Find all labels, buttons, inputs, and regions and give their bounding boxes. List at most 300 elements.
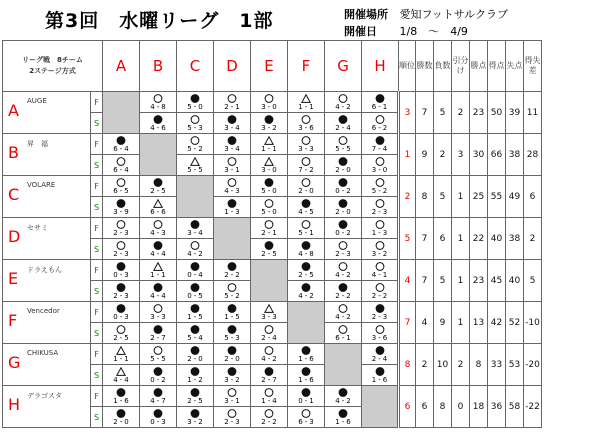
score [325, 187, 361, 195]
score-separator: - [267, 187, 271, 195]
score-separator: - [378, 208, 381, 216]
win-mark-icon [190, 325, 200, 334]
result-cell [288, 365, 325, 386]
goals-for: 2 [261, 229, 266, 237]
result-cell [325, 302, 362, 323]
result-cell [288, 386, 325, 407]
score [288, 166, 324, 174]
goals-against: 6 [124, 397, 129, 405]
win-mark-icon [301, 388, 311, 397]
result-cell [103, 344, 140, 365]
score-separator: - [119, 418, 123, 426]
stat-value: 66 [488, 134, 506, 176]
stat-value: 39 [506, 92, 524, 134]
stat-value: 36 [488, 386, 506, 428]
stat-value: 2 [416, 344, 434, 386]
stat-value: 6 [416, 386, 434, 428]
result-cell [103, 386, 140, 407]
score [325, 250, 361, 258]
score-separator: - [341, 208, 345, 216]
stat-value: 55 [488, 176, 506, 218]
team-cell [3, 302, 91, 344]
goals-for: 5 [187, 103, 192, 111]
score-separator: - [267, 355, 271, 363]
result-cell [251, 176, 288, 197]
score [325, 334, 361, 342]
goals-against: 3 [124, 313, 129, 321]
stat-header [488, 41, 506, 92]
score-separator: - [119, 145, 123, 153]
stat-header-label: 順位 [399, 61, 415, 70]
result-cell [177, 155, 214, 176]
date-info [344, 23, 468, 39]
loss-mark-icon [153, 304, 163, 313]
team-name: CHIKUSA [27, 349, 59, 357]
result-cell [288, 407, 325, 428]
result-cell [325, 218, 362, 239]
score-separator: - [304, 145, 308, 153]
loss-mark-icon [264, 220, 274, 229]
corner-line-1: リーグ戦 8チーム [22, 56, 83, 64]
result-cell [214, 281, 251, 302]
goals-for: 6 [113, 166, 118, 174]
stat-value: -20 [524, 344, 542, 386]
score [325, 313, 361, 321]
goals-against: 0 [272, 187, 277, 195]
goals-for: 2 [335, 208, 340, 216]
score [177, 376, 213, 384]
goals-against: 6 [309, 355, 314, 363]
win-mark-icon [227, 304, 237, 313]
score-separator: - [267, 229, 271, 237]
team-cell [3, 92, 91, 134]
score-separator: - [156, 418, 160, 426]
goals-against: 1 [382, 271, 388, 279]
goals-for: 2 [224, 418, 229, 426]
win-mark-icon [338, 115, 348, 124]
goals-against: 3 [235, 208, 240, 216]
score [325, 145, 361, 153]
goals-for: 4 [335, 313, 340, 321]
loss-mark-icon [301, 220, 311, 229]
goals-for: 2 [371, 292, 377, 300]
loss-mark-icon [116, 157, 126, 166]
win-mark-icon [264, 178, 274, 187]
score [325, 124, 361, 132]
score [325, 292, 361, 300]
table-row [3, 386, 542, 407]
score [362, 229, 397, 237]
stat-value: 5 [434, 176, 452, 218]
score [251, 208, 287, 216]
goals-against: 0 [382, 166, 388, 174]
result-cell [362, 134, 399, 155]
score [214, 124, 250, 132]
result-cell [288, 218, 325, 239]
win-mark-icon [116, 136, 126, 145]
goals-against: 2 [272, 418, 277, 426]
stage-label-s: S [91, 281, 103, 302]
win-mark-icon [227, 346, 237, 355]
win-mark-icon [301, 367, 311, 376]
goals-against: 5 [309, 208, 314, 216]
stat-value: 49 [506, 176, 524, 218]
loss-mark-icon [190, 115, 200, 124]
result-cell [103, 260, 140, 281]
stat-value: 2 [434, 134, 452, 176]
team-name: デラゴスタ [27, 392, 62, 400]
column-header-e: E [251, 41, 288, 92]
score [362, 292, 397, 300]
goals-against: 0 [346, 208, 351, 216]
result-cell [362, 239, 399, 260]
result-cell [251, 218, 288, 239]
goals-for: 4 [113, 376, 118, 384]
team-letter: B [8, 143, 19, 162]
result-cell [325, 113, 362, 134]
result-cell [325, 197, 362, 218]
goals-for: 1 [261, 397, 266, 405]
goals-for: 2 [261, 334, 266, 342]
table-row [3, 302, 542, 323]
goals-against: 4 [124, 145, 129, 153]
stat-value: 1 [452, 302, 470, 344]
score-separator: - [119, 250, 123, 258]
stat-header [416, 41, 434, 92]
table-row [3, 92, 542, 113]
stat-value: 1 [452, 218, 470, 260]
column-header-h: H [362, 41, 399, 92]
score [362, 355, 397, 363]
column-header-g: G [325, 41, 362, 92]
goals-for: 2 [261, 418, 266, 426]
date-label: 開催日 [344, 25, 377, 38]
goals-for: 6 [371, 103, 377, 111]
goals-for: 3 [261, 103, 266, 111]
loss-mark-icon [153, 346, 163, 355]
goals-against: 2 [161, 376, 166, 384]
goals-against: 4 [124, 166, 129, 174]
score-separator: - [304, 418, 308, 426]
score-separator: - [193, 418, 197, 426]
result-cell [214, 113, 251, 134]
score-separator: - [156, 355, 160, 363]
score [103, 229, 139, 237]
stat-header-label: 得失差 [524, 56, 541, 75]
goals-for: 4 [224, 187, 229, 195]
goals-against: 1 [272, 229, 277, 237]
result-cell [177, 302, 214, 323]
goals-for: 6 [371, 124, 377, 132]
score-separator: - [156, 250, 160, 258]
result-cell [103, 155, 140, 176]
score-separator: - [230, 376, 234, 384]
goals-for: 6 [113, 145, 118, 153]
loss-mark-icon [190, 136, 200, 145]
result-cell [288, 155, 325, 176]
goals-for: 2 [224, 355, 229, 363]
team-cell [3, 134, 91, 176]
goals-for: 5 [261, 208, 266, 216]
goals-against: 6 [382, 376, 388, 384]
loss-mark-icon [116, 241, 126, 250]
goals-for: 6 [150, 208, 155, 216]
win-mark-icon [375, 136, 385, 145]
goals-for: 5 [187, 334, 192, 342]
loss-mark-icon [301, 409, 311, 418]
goals-against: 6 [382, 334, 388, 342]
win-mark-icon [153, 283, 163, 292]
goals-against: 5 [161, 187, 166, 195]
result-cell [325, 92, 362, 113]
column-header-c: C [177, 41, 214, 92]
self-match-cell [214, 218, 251, 260]
goals-against: 0 [346, 166, 351, 174]
result-cell [214, 92, 251, 113]
goals-for: 2 [371, 355, 377, 363]
goals-for: 4 [298, 292, 303, 300]
score-separator: - [156, 313, 160, 321]
loss-mark-icon [301, 115, 311, 124]
score [177, 103, 213, 111]
stat-value: 7 [416, 218, 434, 260]
win-mark-icon [116, 409, 126, 418]
goals-against: 3 [346, 250, 351, 258]
result-cell [362, 344, 399, 365]
score [177, 229, 213, 237]
score-separator: - [267, 334, 271, 342]
score [177, 397, 213, 405]
result-cell [103, 134, 140, 155]
goals-for: 4 [335, 397, 340, 405]
goals-for: 3 [371, 166, 377, 174]
goals-for: 0 [298, 397, 303, 405]
goals-for: 4 [298, 250, 303, 258]
team-letter: E [8, 269, 19, 288]
win-mark-icon [153, 241, 163, 250]
score-separator: - [230, 208, 234, 216]
goals-for: 5 [187, 166, 192, 174]
goals-against: 5 [198, 292, 203, 300]
result-cell [140, 218, 177, 239]
goals-for: 4 [150, 292, 155, 300]
score [251, 229, 287, 237]
score-separator: - [378, 145, 381, 153]
team-letter: A [8, 101, 19, 120]
score-separator: - [193, 250, 197, 258]
win-mark-icon [227, 367, 237, 376]
win-mark-icon [301, 283, 311, 292]
result-cell [140, 176, 177, 197]
goals-for: 1 [150, 271, 155, 279]
rank-value: 2 [399, 176, 416, 218]
self-match-cell [251, 260, 288, 302]
stat-value: 2 [452, 344, 470, 386]
page-title: 第3回 水曜リーグ 1部 [45, 10, 274, 32]
win-mark-icon [116, 304, 126, 313]
result-cell [251, 323, 288, 344]
stat-value: 52 [506, 302, 524, 344]
win-mark-icon [301, 346, 311, 355]
loss-mark-icon [116, 178, 126, 187]
score [325, 103, 361, 111]
score [362, 124, 397, 132]
goals-for: 1 [224, 208, 229, 216]
score [288, 397, 324, 405]
stat-value: 42 [488, 302, 506, 344]
result-cell [177, 386, 214, 407]
result-cell [140, 344, 177, 365]
goals-against: 2 [272, 124, 277, 132]
score [103, 418, 139, 426]
stat-value: 53 [506, 344, 524, 386]
score-separator: - [304, 271, 308, 279]
goals-against: 2 [346, 292, 351, 300]
goals-against: 1 [309, 397, 314, 405]
result-cell [288, 134, 325, 155]
score [325, 208, 361, 216]
score [251, 250, 287, 258]
goals-against: 7 [272, 376, 277, 384]
self-match-cell [140, 134, 177, 176]
score-separator: - [378, 166, 381, 174]
result-cell [140, 239, 177, 260]
score [140, 187, 176, 195]
result-cell [325, 323, 362, 344]
score-separator: - [193, 376, 197, 384]
score-separator: - [230, 292, 234, 300]
goals-against: 2 [309, 166, 314, 174]
score-separator: - [156, 229, 160, 237]
score [362, 145, 397, 153]
goals-for: 2 [150, 187, 155, 195]
goals-against: 3 [161, 313, 166, 321]
score [214, 208, 250, 216]
goals-for: 4 [298, 208, 303, 216]
win-mark-icon [227, 325, 237, 334]
goals-for: 3 [187, 229, 192, 237]
score-separator: - [304, 355, 308, 363]
score [251, 418, 287, 426]
score [140, 208, 176, 216]
win-mark-icon [190, 388, 200, 397]
score-separator: - [267, 124, 271, 132]
self-match-cell [288, 302, 325, 344]
goals-for: 7 [298, 166, 303, 174]
goals-against: 2 [382, 292, 388, 300]
score [288, 124, 324, 132]
loss-mark-icon [338, 94, 348, 103]
stat-value: 2 [524, 218, 542, 260]
score-separator: - [378, 229, 381, 237]
team-name: Vencedor [27, 307, 60, 315]
result-cell [103, 281, 140, 302]
result-cell [214, 386, 251, 407]
result-cell [325, 407, 362, 428]
draw-mark-icon [264, 304, 274, 313]
result-cell [214, 323, 251, 344]
goals-against: 0 [235, 355, 240, 363]
score-separator: - [267, 166, 271, 174]
loss-mark-icon [375, 241, 385, 250]
loss-mark-icon [338, 241, 348, 250]
result-cell [325, 281, 362, 302]
stage-label-f: F [91, 176, 103, 197]
goals-for: 0 [113, 271, 118, 279]
score [177, 334, 213, 342]
result-cell [214, 365, 251, 386]
result-cell [140, 281, 177, 302]
stat-value: 2 [452, 92, 470, 134]
self-match-cell [103, 92, 140, 134]
score-separator: - [119, 166, 123, 174]
goals-against: 5 [309, 271, 314, 279]
goals-for: 0 [150, 376, 155, 384]
goals-for: 3 [261, 166, 266, 174]
win-mark-icon [153, 409, 163, 418]
column-header-f: F [288, 41, 325, 92]
result-cell [177, 365, 214, 386]
loss-mark-icon [227, 388, 237, 397]
goals-for: 5 [298, 229, 303, 237]
team-letter: C [8, 185, 20, 204]
goals-against: 3 [235, 187, 240, 195]
goals-for: 1 [371, 229, 377, 237]
loss-mark-icon [338, 304, 348, 313]
score-separator: - [267, 208, 271, 216]
score [140, 376, 176, 384]
score-separator: - [156, 271, 160, 279]
stat-value: 8 [416, 176, 434, 218]
loss-mark-icon [301, 136, 311, 145]
goals-for: 2 [113, 292, 118, 300]
score [140, 229, 176, 237]
goals-for: 4 [150, 250, 155, 258]
score-separator: - [156, 334, 160, 342]
stage-label-s: S [91, 197, 103, 218]
goals-against: 3 [124, 229, 129, 237]
score-separator: - [156, 208, 160, 216]
goals-against: 2 [198, 145, 203, 153]
score [288, 187, 324, 195]
win-mark-icon [116, 283, 126, 292]
loss-mark-icon [375, 262, 385, 271]
stat-value: 0 [452, 386, 470, 428]
goals-against: 1 [235, 397, 240, 405]
stat-value: -10 [524, 302, 542, 344]
loss-mark-icon [153, 94, 163, 103]
result-cell [177, 113, 214, 134]
win-mark-icon [301, 262, 311, 271]
goals-for: 3 [224, 376, 229, 384]
stat-header [434, 41, 452, 92]
self-match-cell [177, 176, 214, 218]
score [251, 103, 287, 111]
result-cell [362, 92, 399, 113]
stage-label-s: S [91, 113, 103, 134]
goals-for: 2 [150, 334, 155, 342]
score-separator: - [341, 103, 345, 111]
score-separator: - [156, 187, 160, 195]
result-cell [251, 302, 288, 323]
loss-mark-icon [264, 94, 274, 103]
venue-value: 愛知フットサルクラブ [399, 8, 508, 21]
win-mark-icon [264, 241, 274, 250]
score-separator: - [341, 292, 345, 300]
win-mark-icon [338, 283, 348, 292]
score-separator: - [156, 397, 160, 405]
goals-against: 5 [124, 334, 129, 342]
